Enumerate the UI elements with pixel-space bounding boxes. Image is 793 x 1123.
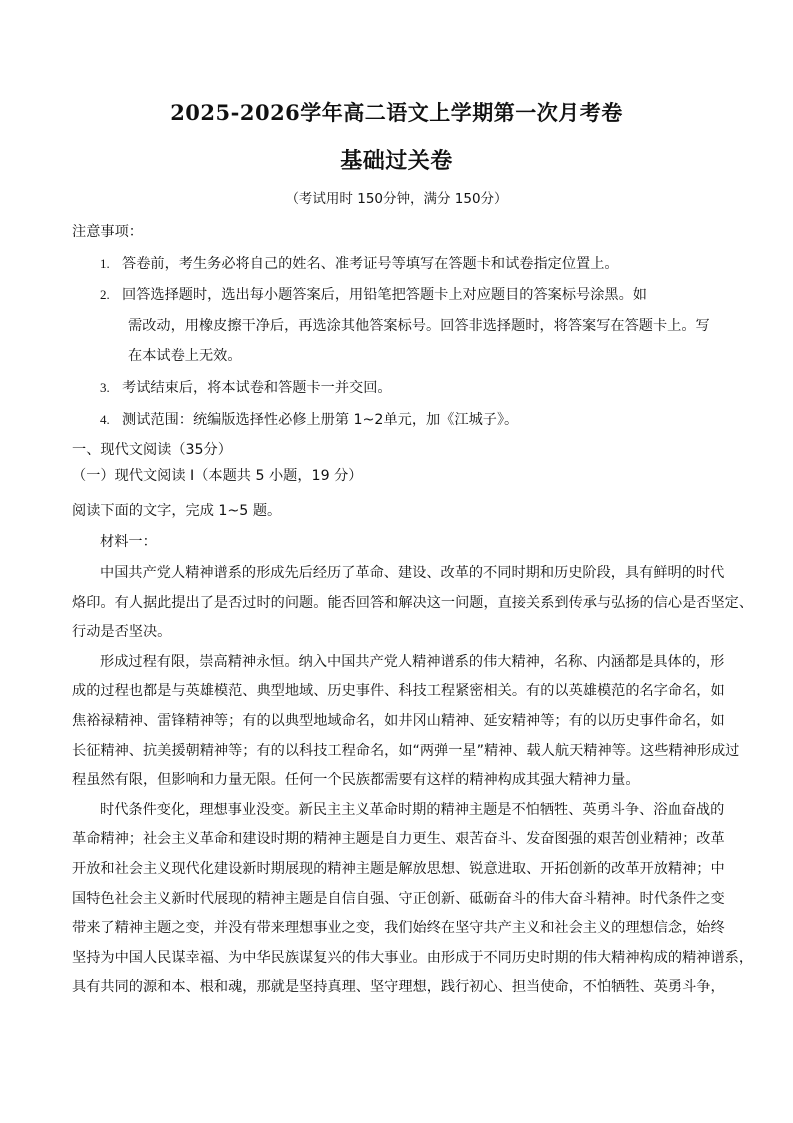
material-label: 材料一： (100, 534, 157, 550)
body-line: 带来了精神主题之变，并没有带来理想事业之变，我们始终在坚守共产主义和社会主义的理想信念，始终 (72, 920, 725, 936)
note-item-4 (100, 410, 518, 430)
note-item-2-line-3: 在本试卷上无效。 (128, 348, 242, 364)
body-line: 程虽然有限，但影响和力量无限。任何一个民族都需要有这样的精神构成其强大精神力量。 (72, 772, 640, 788)
body-line: 长征精神、抗美援朝精神等；有的以科技工程命名，如“两弹一星”精神、载人航天精神等。这些精神形成过 (72, 743, 740, 759)
note-text: 回答选择题时，选出每小题答案后，用铅笔把答题卡上对应题目的答案标号涂黑。如 (122, 287, 647, 303)
exam-title: 2025-2026学年高二语文上学期第一次月考卷 (170, 100, 623, 125)
note-text: 测试范围：统编版选择性必修上册第 1~2单元，加《江城子》。 (122, 412, 519, 428)
note-item-1 (100, 254, 619, 274)
body-line: 革命精神；社会主义革命和建设时期的精神主题是自力更生、艰苦奋斗、发奋图强的艰苦创业精神；改革 (72, 831, 725, 847)
note-number: 3. (100, 380, 110, 395)
body-line: 具有共同的源和本、根和魂，那就是坚持真理、坚守理想，践行初心、担当使命，不怕牺牲、英勇斗争， (72, 979, 725, 995)
section-sub-heading: （一）现代文阅读 I（本题共 5 小题，19 分） (72, 468, 363, 484)
body-line: 国特色社会主义新时代展现的精神主题是自信自强、守正创新、砥砺奋斗的伟大奋斗精神。时代条件之变 (72, 891, 725, 907)
note-text: 答卷前，考生务必将自己的姓名、准考证号等填写在答题卡和试卷指定位置上。 (122, 256, 619, 272)
note-number: 2. (100, 287, 110, 302)
note-number: 4. (100, 412, 110, 427)
note-number: 1. (100, 256, 110, 271)
section-heading: 一、现代文阅读（35分） (72, 442, 232, 458)
body-line: 时代条件变化，理想事业没变。新民主主义革命时期的精神主题是不怕牺牲、英勇斗争、浴血奋战的 (100, 802, 725, 818)
note-item-3 (100, 378, 392, 398)
body-line: 形成过程有限，崇高精神永恒。纳入中国共产党人精神谱系的伟大精神，名称、内涵都是具体的，形 (100, 654, 725, 670)
body-line: 焦裕禄精神、雷锋精神等；有的以典型地域命名，如井冈山精神、延安精神等；有的以历史事件命名，如 (72, 713, 725, 729)
note-text: 考试结束后，将本试卷和答题卡一并交回。 (122, 380, 392, 396)
body-line: 开放和社会主义现代化建设新时期展现的精神主题是解放思想、锐意进取、开拓创新的改革开放精神；中 (72, 861, 725, 877)
exam-info: （考试用时 150分钟，满分 150分） (285, 191, 508, 207)
body-line: 烙印。有人据此提出了是否过时的问题。能否回答和解决这一问题，直接关系到传承与弘扬的信心是否坚定、 (72, 595, 754, 611)
body-line: 成的过程也都是与英雄模范、典型地域、历史事件、科技工程紧密相关。有的以英雄模范的名字命名，如 (72, 683, 725, 699)
notes-heading: 注意事项： (72, 224, 143, 240)
exam-subtitle: 基础过关卷 (340, 148, 453, 174)
body-line: 中国共产党人精神谱系的形成先后经历了革命、建设、改革的不同时期和历史阶段，具有鲜明的时代 (100, 565, 725, 581)
note-item-2-line-2: 需改动，用橡皮擦干净后，再选涂其他答案标号。回答非选择题时，将答案写在答题卡上。写 (128, 318, 710, 334)
body-line: 行动是否坚决。 (72, 624, 172, 640)
note-item-2 (100, 285, 647, 305)
section-instruction: 阅读下面的文字，完成 1~5 题。 (72, 503, 282, 519)
body-line: 坚持为中国人民谋幸福、为中华民族谋复兴的伟大事业。由形成于不同历史时期的伟大精神构成的精神谱系， (72, 950, 754, 966)
